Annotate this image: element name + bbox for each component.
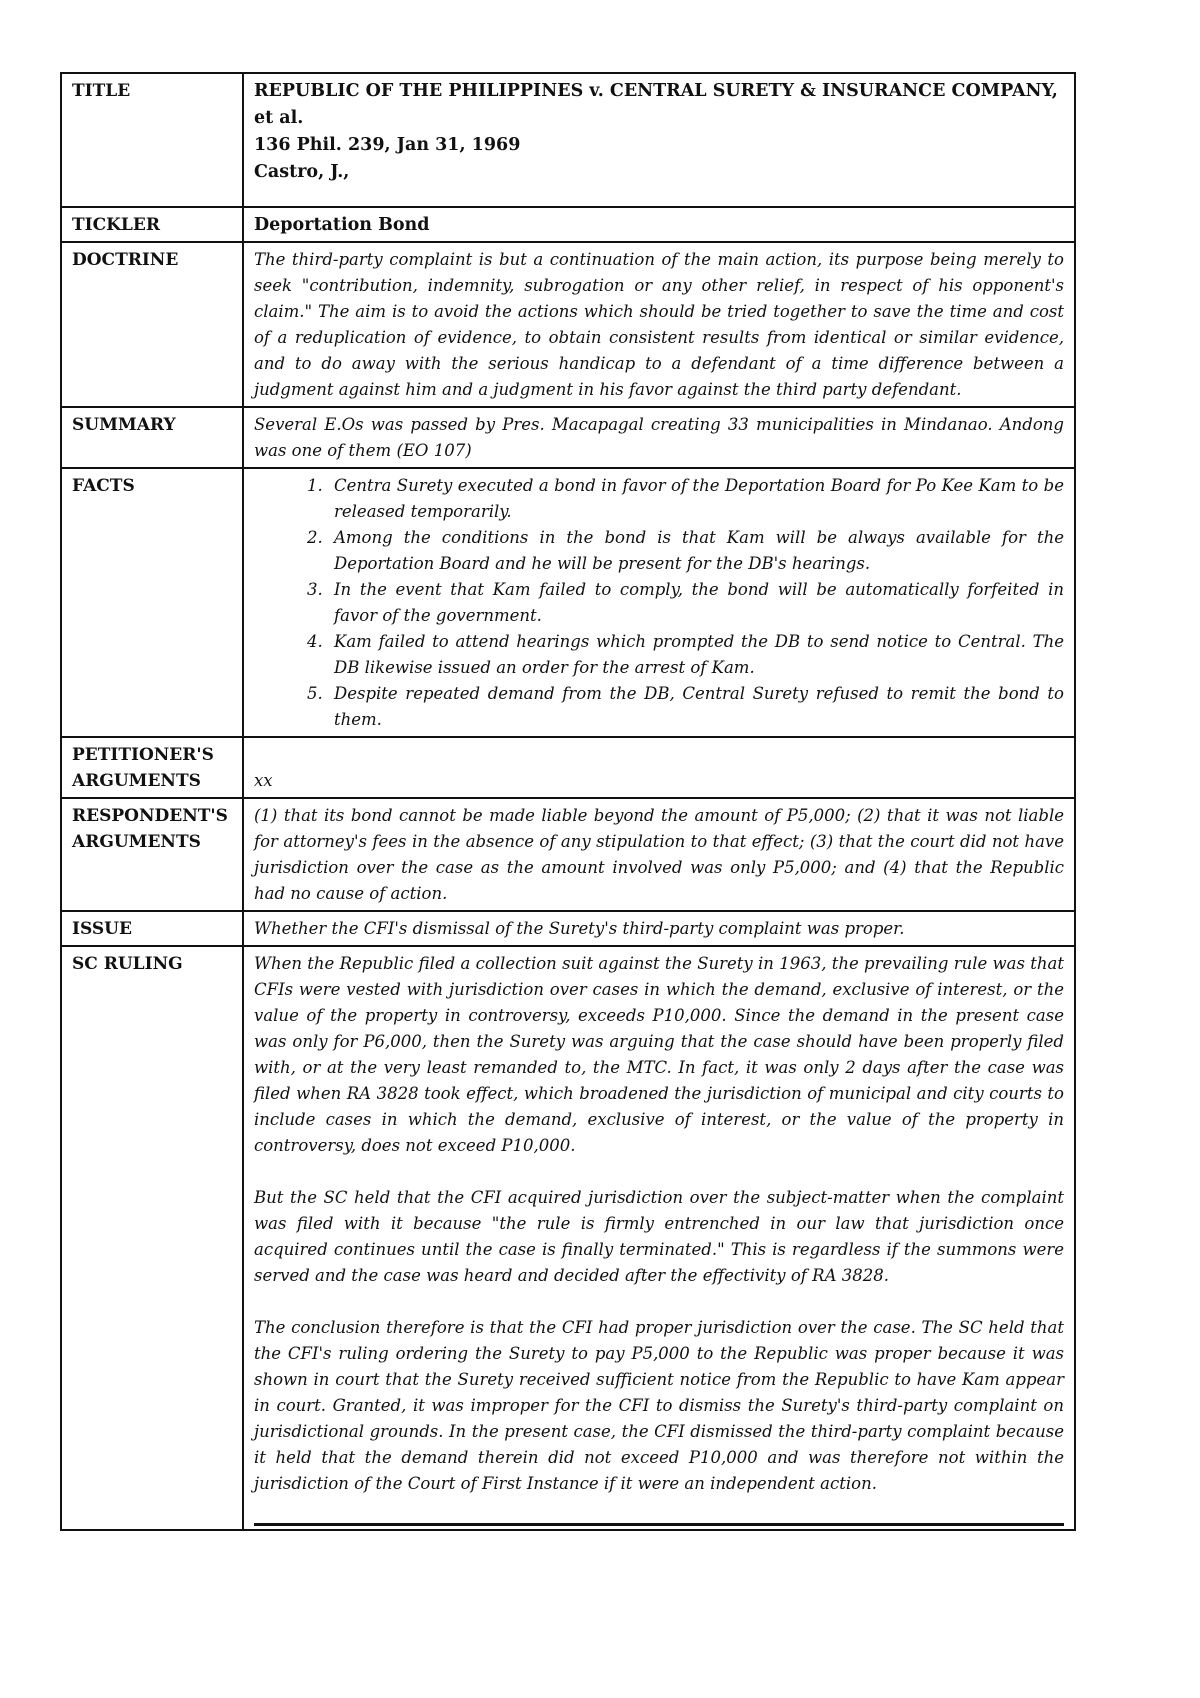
row-doctrine	[61, 242, 1075, 407]
bottom-rule	[254, 1523, 1064, 1526]
label-facts: FACTS	[61, 468, 243, 737]
row-issue	[61, 911, 1075, 946]
row-ruling	[61, 946, 1075, 1530]
fact-item: 4. Kam failed to attend hearings which prompted the DB to send notice to Central. The DB likewise issued an order for the arrest of Kam.	[328, 629, 1064, 681]
ruling-paragraph: The conclusion therefore is that the CFI had proper jurisdiction over the case. The SC held that the CFI's ruling ordering the Surety to pay P5,000 to the Republic was proper because it was shown in court that the Surety received sufficient notice from the Republic to have Kam appear in court. Granted, it was improper for the CFI to dismiss the Surety's third-party complaint on jurisdictional grounds. In the present case, the CFI dismissed the third-party complaint because it held that the demand therein did not exceed P10,000 and was therefore not within the jurisdiction of the Court of First Instance if it were an independent action.	[254, 1318, 1064, 1493]
row-summary	[61, 407, 1075, 468]
label-doctrine: DOCTRINE	[61, 242, 243, 407]
label-issue: ISSUE	[61, 911, 243, 946]
label-ruling: SC RULING	[61, 946, 243, 1530]
row-facts	[61, 468, 1075, 737]
label-summary: SUMMARY	[61, 407, 243, 468]
fact-item: 3. In the event that Kam failed to comply, the bond will be automatically forfeited in favor of the government.	[328, 577, 1064, 629]
case-digest-table	[60, 72, 1076, 1531]
fact-item: 2. Among the conditions in the bond is that Kam will be always available for the Deportation Board and he will be present for the DB's hearings.	[328, 525, 1064, 577]
label-petitioner: PETITIONER'S ARGUMENTS	[61, 737, 243, 798]
row-respondent	[61, 798, 1075, 911]
tickler-value: Deportation Bond	[243, 207, 1075, 242]
case-ponente: Castro, J.,	[254, 162, 350, 182]
row-title	[61, 73, 1075, 207]
label-title: TITLE	[61, 73, 243, 207]
facts-cell	[243, 468, 1075, 737]
label-tickler: TICKLER	[61, 207, 243, 242]
case-name: REPUBLIC OF THE PHILIPPINES v. CENTRAL SURETY & INSURANCE COMPANY, et al.	[254, 81, 1058, 128]
case-citation: 136 Phil. 239, Jan 31, 1969	[254, 135, 521, 155]
row-petitioner	[61, 737, 1075, 798]
title-cell	[243, 73, 1075, 207]
facts-list	[254, 473, 1064, 733]
row-tickler	[61, 207, 1075, 242]
fact-item: 5. Despite repeated demand from the DB, Central Surety refused to remit the bond to them.	[328, 681, 1064, 733]
summary-value: Several E.Os was passed by Pres. Macapagal creating 33 municipalities in Mindanao. Andong was one of them (EO 107)	[243, 407, 1075, 468]
respondent-value: (1) that its bond cannot be made liable beyond the amount of P5,000; (2) that it was not liable for attorney's fees in the absence of any stipulation to that effect; (3) that the court did not have jurisdiction over the case as the amount involved was only P5,000; and (4) that the Republic had no cause of action.	[243, 798, 1075, 911]
issue-value: Whether the CFI's dismissal of the Surety's third-party complaint was proper.	[243, 911, 1075, 946]
fact-item: 1. Centra Surety executed a bond in favor of the Deportation Board for Po Kee Kam to be released temporarily.	[328, 473, 1064, 525]
doctrine-value: The third-party complaint is but a continuation of the main action, its purpose being merely to seek "contribution, indemnity, subrogation or any other relief, in respect of his opponent's claim." The aim is to avoid the actions which should be tried together to save the time and cost of a reduplication of evidence, to obtain consistent results from identical or similar evidence, and to do away with the serious handicap to a defendant of a time difference between a judgment against him and a judgment in his favor against the third party defendant.	[243, 242, 1075, 407]
ruling-paragraph: But the SC held that the CFI acquired jurisdiction over the subject-matter when the complaint was filed with it because "the rule is firmly entrenched in our law that jurisdiction once acquired continues until the case is finally terminated." This is regardless if the summons were served and the case was heard and decided after the effectivity of RA 3828.	[254, 1188, 1064, 1285]
label-respondent: RESPONDENT'S ARGUMENTS	[61, 798, 243, 911]
ruling-cell	[243, 946, 1075, 1530]
petitioner-value: xx	[243, 737, 1075, 798]
ruling-paragraph: When the Republic filed a collection suit against the Surety in 1963, the prevailing rule was that CFIs were vested with jurisdiction over cases in which the demand, exclusive of interest, or the value of the property in controversy, exceeds P10,000. Since the demand in the present case was only for P6,000, then the Surety was arguing that the case should have been properly filed with, or at the very least remanded to, the MTC. In fact, it was only 2 days after the case was filed when RA 3828 took effect, which broadened the jurisdiction of municipal and city courts to include cases in which the demand, exclusive of interest, or the value of the property in controversy, does not exceed P10,000.	[254, 954, 1064, 1155]
